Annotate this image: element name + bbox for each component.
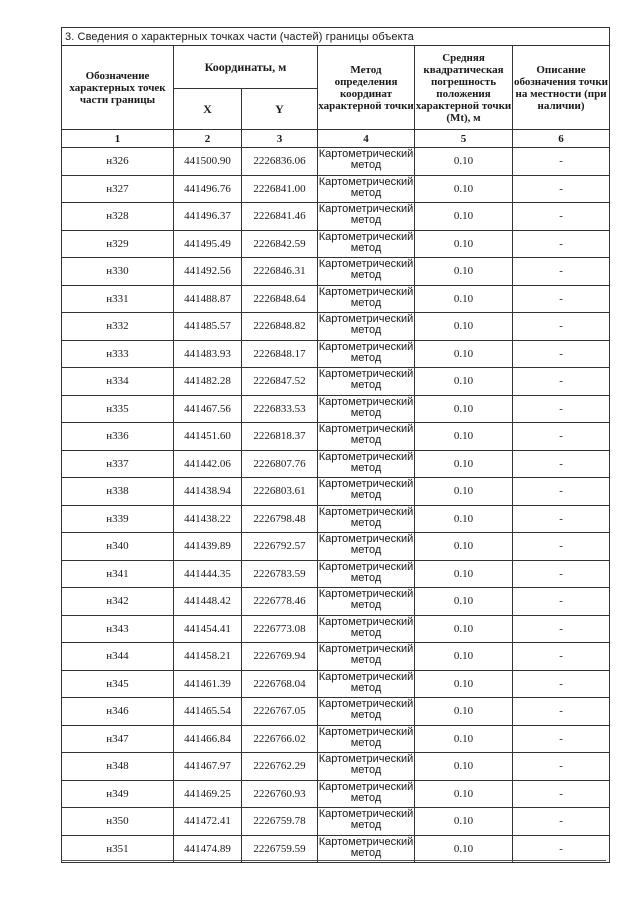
method-line-1: Картометрический — [318, 395, 414, 408]
method-line-2: метод — [350, 626, 382, 639]
description-value: - — [513, 340, 610, 368]
table-row — [62, 533, 610, 561]
coordinate-y: 2226762.29 — [242, 753, 318, 781]
method-line-2: метод — [350, 764, 382, 776]
table-row — [62, 478, 610, 506]
method-cell — [318, 340, 415, 368]
description-value: - — [513, 835, 610, 863]
method-line-2: метод — [350, 269, 382, 281]
point-designation: н343 — [62, 615, 174, 643]
method-cell — [318, 450, 415, 478]
description-value: - — [513, 588, 610, 616]
column-number: 5 — [415, 130, 513, 148]
coordinate-y: 2226846.31 — [242, 258, 318, 286]
table-row — [62, 175, 610, 203]
point-designation: н330 — [62, 258, 174, 286]
table-row — [62, 505, 610, 533]
method-line-1: Картометрический — [318, 725, 414, 738]
accuracy-value: 0.10 — [415, 423, 513, 451]
document-sheet — [61, 27, 609, 863]
point-designation: н340 — [62, 533, 174, 561]
coordinate-y: 2226767.05 — [242, 698, 318, 726]
coordinate-y: 2226769.94 — [242, 643, 318, 671]
method-line-1: Картометрический — [318, 753, 414, 765]
method-line-2: метод — [350, 846, 382, 859]
method-cell — [318, 670, 415, 698]
method-line-2: метод — [350, 159, 382, 171]
description-value: - — [513, 313, 610, 341]
method-cell — [318, 313, 415, 341]
header-coordinates: Координаты, м — [174, 46, 318, 89]
method-line-1: Картометрический — [318, 175, 414, 188]
method-cell — [318, 835, 415, 863]
accuracy-value: 0.10 — [415, 368, 513, 396]
method-line-1: Картометрический — [318, 478, 414, 490]
column-number: 4 — [318, 130, 415, 148]
coordinate-y: 2226783.59 — [242, 560, 318, 588]
method-line-2: метод — [350, 791, 382, 804]
header-x: X — [174, 89, 242, 130]
table-row — [62, 615, 610, 643]
method-cell — [318, 175, 415, 203]
coordinate-x: 441442.06 — [174, 450, 242, 478]
description-value: - — [513, 450, 610, 478]
accuracy-value: 0.10 — [415, 450, 513, 478]
coordinate-y: 2226848.64 — [242, 285, 318, 313]
method-line-2: метод — [350, 599, 382, 611]
table-row — [62, 313, 610, 341]
description-value: - — [513, 698, 610, 726]
description-value: - — [513, 560, 610, 588]
accuracy-value: 0.10 — [415, 230, 513, 258]
method-line-1: Картометрический — [318, 560, 414, 573]
method-line-1: Картометрический — [318, 148, 414, 160]
accuracy-value: 0.10 — [415, 148, 513, 176]
coordinate-y: 2226759.59 — [242, 835, 318, 863]
section-title-row — [62, 28, 610, 46]
point-designation: н348 — [62, 753, 174, 781]
accuracy-value: 0.10 — [415, 698, 513, 726]
column-number: 6 — [513, 130, 610, 148]
method-line-1: Картометрический — [318, 368, 414, 380]
accuracy-value: 0.10 — [415, 588, 513, 616]
method-line-1: Картометрический — [318, 423, 414, 435]
method-line-2: метод — [350, 296, 382, 309]
point-designation: н341 — [62, 560, 174, 588]
method-line-1: Картометрический — [318, 450, 414, 463]
method-line-2: метод — [350, 379, 382, 391]
table-row — [62, 753, 610, 781]
accuracy-value: 0.10 — [415, 505, 513, 533]
description-value: - — [513, 725, 610, 753]
method-cell — [318, 533, 415, 561]
coordinate-x: 441451.60 — [174, 423, 242, 451]
point-designation: н346 — [62, 698, 174, 726]
coordinate-x: 441469.25 — [174, 780, 242, 808]
coordinate-x: 441500.90 — [174, 148, 242, 176]
method-line-1: Картометрический — [318, 698, 414, 710]
description-value: - — [513, 753, 610, 781]
method-cell — [318, 230, 415, 258]
header-accuracy: Средняя квадратическая погрешность положения характерной точки (Mt), м — [415, 46, 513, 130]
description-value: - — [513, 670, 610, 698]
coordinate-x: 441448.42 — [174, 588, 242, 616]
table-row — [62, 258, 610, 286]
point-designation: н339 — [62, 505, 174, 533]
coordinate-y: 2226768.04 — [242, 670, 318, 698]
accuracy-value: 0.10 — [415, 203, 513, 231]
coordinate-y: 2226773.08 — [242, 615, 318, 643]
point-designation: н337 — [62, 450, 174, 478]
method-line-2: метод — [350, 681, 382, 694]
coordinate-y: 2226807.76 — [242, 450, 318, 478]
coordinate-y: 2226760.93 — [242, 780, 318, 808]
table-row — [62, 670, 610, 698]
description-value: - — [513, 258, 610, 286]
method-cell — [318, 808, 415, 836]
description-value: - — [513, 175, 610, 203]
point-designation: н327 — [62, 175, 174, 203]
coordinate-y: 2226841.00 — [242, 175, 318, 203]
footer-divider — [61, 860, 606, 861]
method-line-1: Картометрический — [318, 670, 414, 683]
description-value: - — [513, 643, 610, 671]
point-designation: н350 — [62, 808, 174, 836]
accuracy-value: 0.10 — [415, 780, 513, 808]
point-designation: н351 — [62, 835, 174, 863]
coordinate-y: 2226778.46 — [242, 588, 318, 616]
coordinate-x: 441458.21 — [174, 643, 242, 671]
section-title: 3. Сведения о характерных точках части (частей) границы объекта — [62, 28, 610, 46]
coordinate-x: 441444.35 — [174, 560, 242, 588]
coordinate-y: 2226798.48 — [242, 505, 318, 533]
method-line-2: метод — [350, 516, 382, 529]
method-cell — [318, 368, 415, 396]
table-row — [62, 450, 610, 478]
column-numbers-row — [62, 130, 610, 148]
accuracy-value: 0.10 — [415, 560, 513, 588]
accuracy-value: 0.10 — [415, 258, 513, 286]
description-value: - — [513, 615, 610, 643]
coordinate-y: 2226842.59 — [242, 230, 318, 258]
accuracy-value: 0.10 — [415, 643, 513, 671]
point-designation: н331 — [62, 285, 174, 313]
method-line-2: метод — [350, 461, 382, 474]
coordinate-y: 2226833.53 — [242, 395, 318, 423]
description-value: - — [513, 808, 610, 836]
coordinate-y: 2226803.61 — [242, 478, 318, 506]
coordinate-x: 441496.37 — [174, 203, 242, 231]
method-cell — [318, 643, 415, 671]
method-line-1: Картометрический — [318, 313, 414, 325]
description-value: - — [513, 478, 610, 506]
method-line-2: метод — [350, 819, 382, 831]
coordinate-y: 2226818.37 — [242, 423, 318, 451]
coordinate-y: 2226766.02 — [242, 725, 318, 753]
description-value: - — [513, 230, 610, 258]
method-line-2: метод — [350, 406, 382, 419]
point-designation: н345 — [62, 670, 174, 698]
coordinate-x: 441483.93 — [174, 340, 242, 368]
method-cell — [318, 698, 415, 726]
method-cell — [318, 725, 415, 753]
description-value: - — [513, 368, 610, 396]
method-line-2: метод — [350, 351, 382, 364]
point-designation: н333 — [62, 340, 174, 368]
description-value: - — [513, 395, 610, 423]
accuracy-value: 0.10 — [415, 285, 513, 313]
method-cell — [318, 780, 415, 808]
accuracy-value: 0.10 — [415, 340, 513, 368]
method-cell — [318, 505, 415, 533]
method-line-1: Картометрический — [318, 780, 414, 793]
coordinate-x: 441496.76 — [174, 175, 242, 203]
accuracy-value: 0.10 — [415, 478, 513, 506]
method-line-2: метод — [350, 324, 382, 336]
method-cell — [318, 148, 415, 176]
table-row — [62, 368, 610, 396]
method-line-1: Картометрический — [318, 533, 414, 545]
method-line-1: Картометрический — [318, 340, 414, 353]
point-designation: н329 — [62, 230, 174, 258]
method-cell — [318, 588, 415, 616]
table-row — [62, 285, 610, 313]
accuracy-value: 0.10 — [415, 175, 513, 203]
coordinate-x: 441474.89 — [174, 835, 242, 863]
table-row — [62, 643, 610, 671]
boundary-points-table — [61, 27, 610, 863]
method-cell — [318, 258, 415, 286]
method-line-1: Картометрический — [318, 203, 414, 215]
method-line-2: метод — [350, 241, 382, 254]
coordinate-x: 441482.28 — [174, 368, 242, 396]
header-description: Описание обозначения точки на местности (при наличии) — [513, 46, 610, 130]
accuracy-value: 0.10 — [415, 670, 513, 698]
coordinate-x: 441495.49 — [174, 230, 242, 258]
table-row — [62, 423, 610, 451]
accuracy-value: 0.10 — [415, 533, 513, 561]
description-value: - — [513, 203, 610, 231]
method-line-2: метод — [350, 186, 382, 199]
coordinate-x: 441438.22 — [174, 505, 242, 533]
method-line-2: метод — [350, 654, 382, 666]
method-cell — [318, 423, 415, 451]
method-line-1: Картометрический — [318, 230, 414, 243]
coordinate-y: 2226847.52 — [242, 368, 318, 396]
table-row — [62, 808, 610, 836]
coordinate-x: 441454.41 — [174, 615, 242, 643]
method-line-1: Картометрический — [318, 588, 414, 600]
table-row — [62, 203, 610, 231]
method-line-2: метод — [350, 571, 382, 584]
method-cell — [318, 203, 415, 231]
table-row — [62, 835, 610, 863]
coordinate-x: 441439.89 — [174, 533, 242, 561]
description-value: - — [513, 533, 610, 561]
header-designation: Обозначение характерных точек части границы — [62, 46, 174, 130]
header-y: Y — [242, 89, 318, 130]
table-row — [62, 780, 610, 808]
method-cell — [318, 560, 415, 588]
coordinate-x: 441492.56 — [174, 258, 242, 286]
table-row — [62, 340, 610, 368]
accuracy-value: 0.10 — [415, 835, 513, 863]
table-row — [62, 395, 610, 423]
coordinate-y: 2226836.06 — [242, 148, 318, 176]
description-value: - — [513, 505, 610, 533]
coordinate-y: 2226792.57 — [242, 533, 318, 561]
method-line-2: метод — [350, 489, 382, 501]
coordinate-x: 441467.97 — [174, 753, 242, 781]
table-row — [62, 698, 610, 726]
point-designation: н338 — [62, 478, 174, 506]
description-value: - — [513, 285, 610, 313]
accuracy-value: 0.10 — [415, 395, 513, 423]
point-designation: н349 — [62, 780, 174, 808]
accuracy-value: 0.10 — [415, 753, 513, 781]
column-number: 2 — [174, 130, 242, 148]
description-value: - — [513, 780, 610, 808]
accuracy-value: 0.10 — [415, 615, 513, 643]
accuracy-value: 0.10 — [415, 313, 513, 341]
table-row — [62, 725, 610, 753]
coordinate-x: 441467.56 — [174, 395, 242, 423]
point-designation: н326 — [62, 148, 174, 176]
table-row — [62, 148, 610, 176]
method-line-1: Картометрический — [318, 643, 414, 655]
method-cell — [318, 478, 415, 506]
method-line-2: метод — [350, 709, 382, 721]
method-line-1: Картометрический — [318, 285, 414, 298]
table-row — [62, 230, 610, 258]
coordinate-x: 441465.54 — [174, 698, 242, 726]
table-body — [62, 148, 610, 863]
method-cell — [318, 285, 415, 313]
method-cell — [318, 615, 415, 643]
accuracy-value: 0.10 — [415, 808, 513, 836]
point-designation: н334 — [62, 368, 174, 396]
coordinate-y: 2226848.17 — [242, 340, 318, 368]
method-line-1: Картометрический — [318, 808, 414, 820]
coordinate-x: 441466.84 — [174, 725, 242, 753]
point-designation: н347 — [62, 725, 174, 753]
method-line-2: метод — [350, 214, 382, 226]
accuracy-value: 0.10 — [415, 725, 513, 753]
point-designation: н328 — [62, 203, 174, 231]
point-designation: н332 — [62, 313, 174, 341]
coordinate-x: 441488.87 — [174, 285, 242, 313]
method-cell — [318, 753, 415, 781]
method-line-1: Картометрический — [318, 615, 414, 628]
method-line-2: метод — [350, 736, 382, 749]
coordinate-x: 441461.39 — [174, 670, 242, 698]
column-number: 1 — [62, 130, 174, 148]
header-row-1 — [62, 46, 610, 89]
description-value: - — [513, 423, 610, 451]
coordinate-x: 441485.57 — [174, 313, 242, 341]
point-designation: н344 — [62, 643, 174, 671]
header-method: Метод определения координат характерной точки — [318, 46, 415, 130]
coordinate-y: 2226848.82 — [242, 313, 318, 341]
method-line-1: Картометрический — [318, 505, 414, 518]
method-line-1: Картометрический — [318, 258, 414, 270]
column-number: 3 — [242, 130, 318, 148]
table-row — [62, 560, 610, 588]
method-line-2: метод — [350, 544, 382, 556]
point-designation: н342 — [62, 588, 174, 616]
method-line-2: метод — [350, 434, 382, 446]
coordinate-x: 441472.41 — [174, 808, 242, 836]
point-designation: н336 — [62, 423, 174, 451]
coordinate-y: 2226841.46 — [242, 203, 318, 231]
coordinate-x: 441438.94 — [174, 478, 242, 506]
method-line-1: Картометрический — [318, 835, 414, 848]
table-row — [62, 588, 610, 616]
point-designation: н335 — [62, 395, 174, 423]
method-cell — [318, 395, 415, 423]
description-value: - — [513, 148, 610, 176]
coordinate-y: 2226759.78 — [242, 808, 318, 836]
